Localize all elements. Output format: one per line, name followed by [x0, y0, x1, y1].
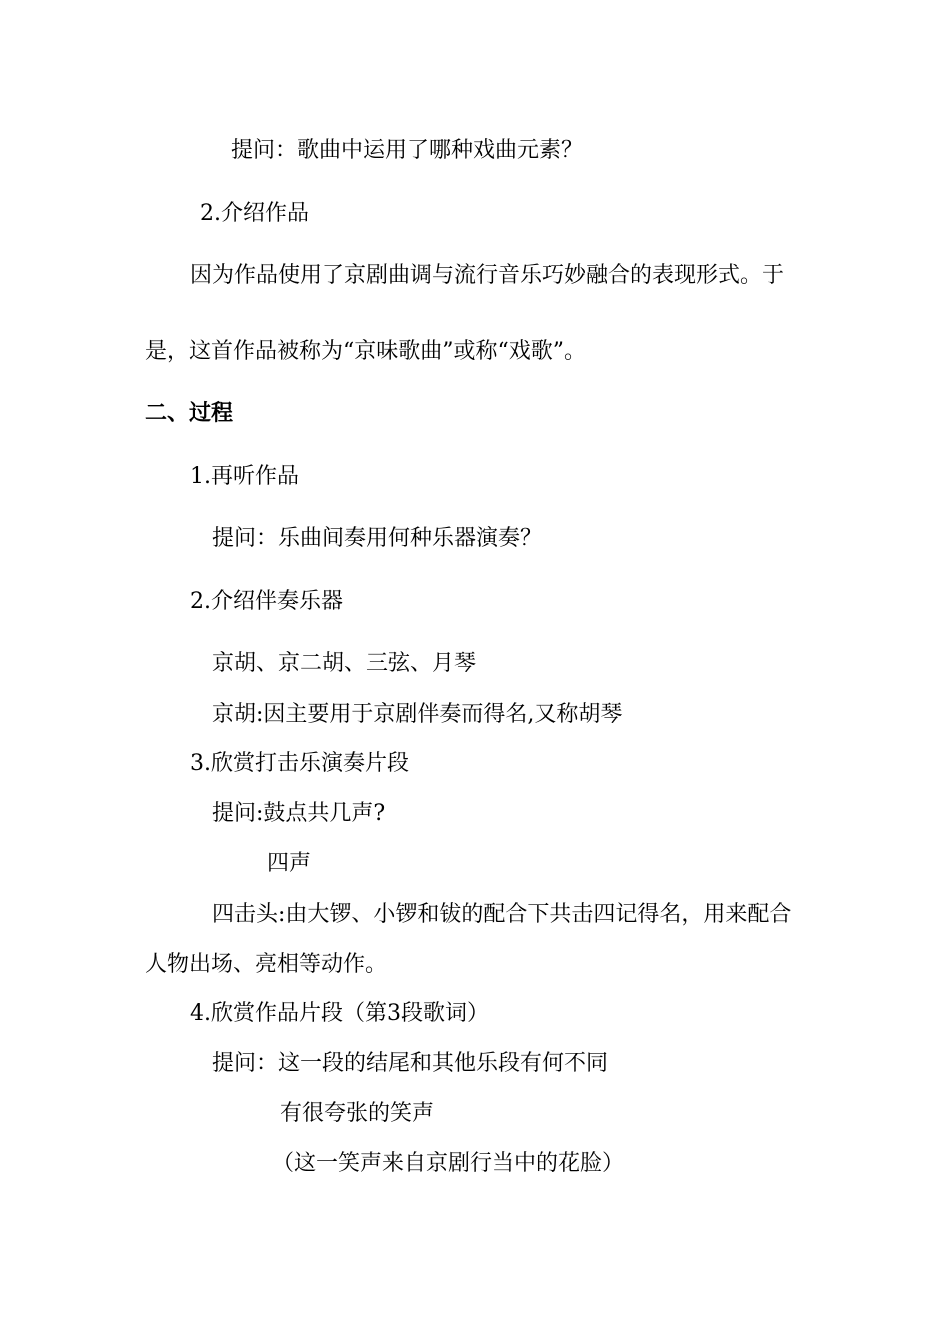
answer-four-beats: 四声 [267, 851, 312, 876]
step-listen-again: 1.再听作品 [190, 464, 299, 489]
siji-tou-line2: 人物出场、亮相等动作。 [145, 952, 388, 977]
siji-tou-line1: 四击头:由大锣、小锣和钹的配合下共击四记得名，用来配合 [212, 902, 792, 927]
step-introduce-work: 2.介绍作品 [200, 201, 309, 226]
question-drum-beats: 提问:鼓点共几声? [212, 801, 386, 826]
section-heading-process: 二、过程 [145, 401, 234, 426]
step-work-excerpt: 4.欣赏作品片段（第3段歌词） [190, 1001, 489, 1026]
paragraph-intro-line1: 因为作品使用了京剧曲调与流行音乐巧妙融合的表现形式。于 [190, 263, 785, 288]
question-interlude-instrument: 提问：乐曲间奏用何种乐器演奏？ [212, 526, 543, 551]
answer-laughter: 有很夸张的笑声 [280, 1101, 435, 1126]
question-opera-element: 提问：歌曲中运用了哪种戏曲元素？ [231, 138, 584, 163]
step-percussion-excerpt: 3.欣赏打击乐演奏片段 [190, 751, 409, 776]
instrument-list: 京胡、京二胡、三弦、月琴 [212, 651, 477, 676]
paragraph-intro-line2: 是，这首作品被称为“京味歌曲”或称“戏歌”。 [145, 339, 586, 364]
laughter-source-note: （这一笑声来自京剧行当中的花脸） [272, 1151, 625, 1176]
question-ending-difference: 提问：这一段的结尾和其他乐段有何不同 [212, 1051, 609, 1076]
step-introduce-instruments: 2.介绍伴奏乐器 [190, 589, 343, 614]
jinghu-description: 京胡:因主要用于京剧伴奏而得名,又称胡琴 [212, 702, 623, 727]
